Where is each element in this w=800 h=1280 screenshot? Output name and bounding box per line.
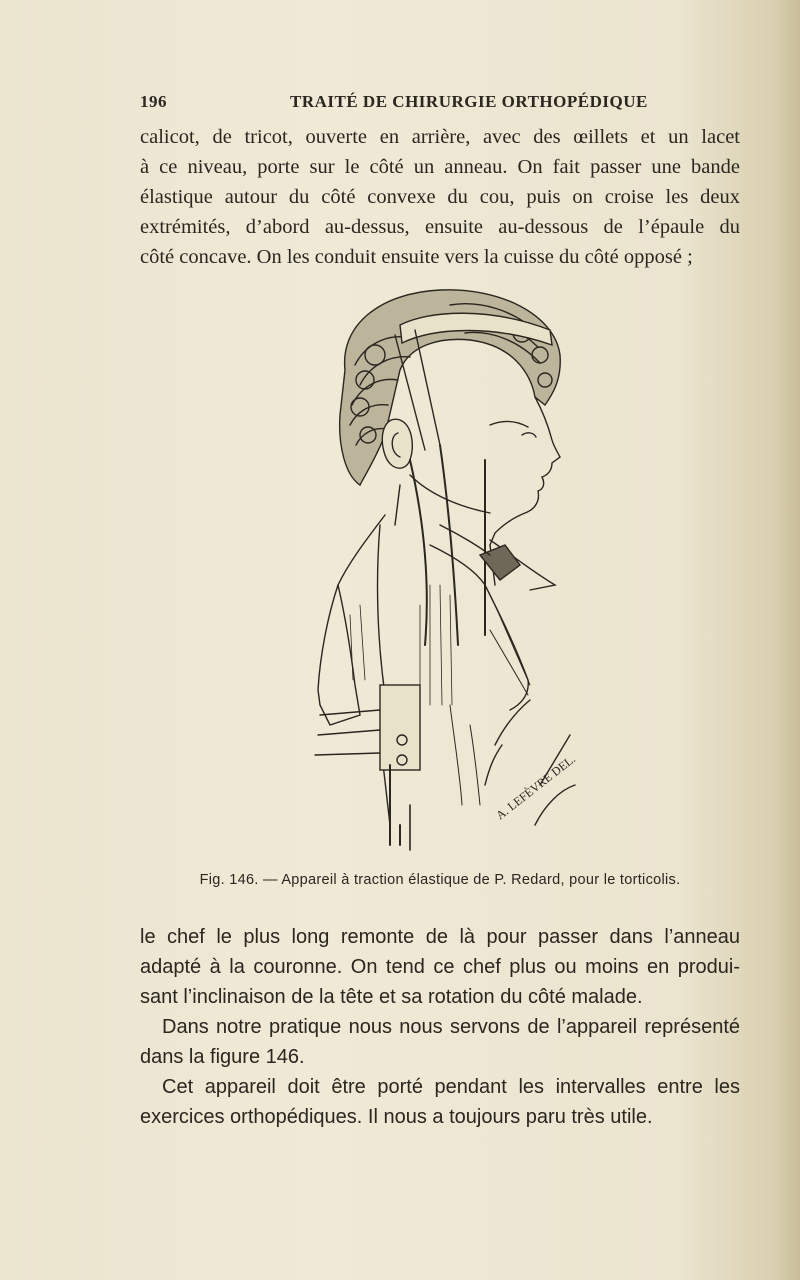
artist-signature: A. LEFÈVRE DEL.	[493, 751, 579, 823]
body-paragraph	[140, 922, 740, 1132]
text-line: sant l’inclinaison de la tête et sa rotation du côté malade.	[140, 986, 643, 1008]
text-line: dans la figure 146.	[140, 1046, 305, 1068]
text-line: Cet appareil doit être porté pendant les intervalles entre les	[162, 1076, 740, 1098]
text-line: le chef le plus long remonte de là pour passer dans l’anneau	[140, 926, 740, 948]
page-number: 196	[140, 92, 167, 111]
figure-illustration	[290, 285, 600, 855]
text-line: élastique autour du côté convexe du cou, puis on croise les deux	[140, 186, 740, 208]
text-line: à ce niveau, porte sur le côté un anneau. On fait passer une bande	[140, 156, 740, 178]
text-line: exercices orthopédiques. Il nous a toujours paru très utile.	[140, 1106, 653, 1128]
text-line: calicot, de tricot, ouverte en arrière, avec des œillets et un lacet	[140, 126, 740, 148]
text-line: Dans notre pratique nous nous servons de l’appareil représenté	[162, 1016, 740, 1038]
text-line: côté concave. On les conduit ensuite vers la cuisse du côté opposé ;	[140, 246, 693, 268]
text-line: adapté à la couronne. On tend ce chef plus ou moins en produi-	[140, 956, 740, 978]
running-title: TRAITÉ DE CHIRURGIE ORTHOPÉDIQUE	[290, 92, 648, 111]
top-paragraph	[140, 122, 740, 272]
text-line: extrémités, d’abord au-dessus, ensuite au-dessous de l’épaule du	[140, 216, 740, 238]
page-header	[140, 92, 740, 116]
figure-caption: Fig. 146. — Appareil à traction élastique de P. Redard, pour le torticolis.	[199, 872, 681, 888]
